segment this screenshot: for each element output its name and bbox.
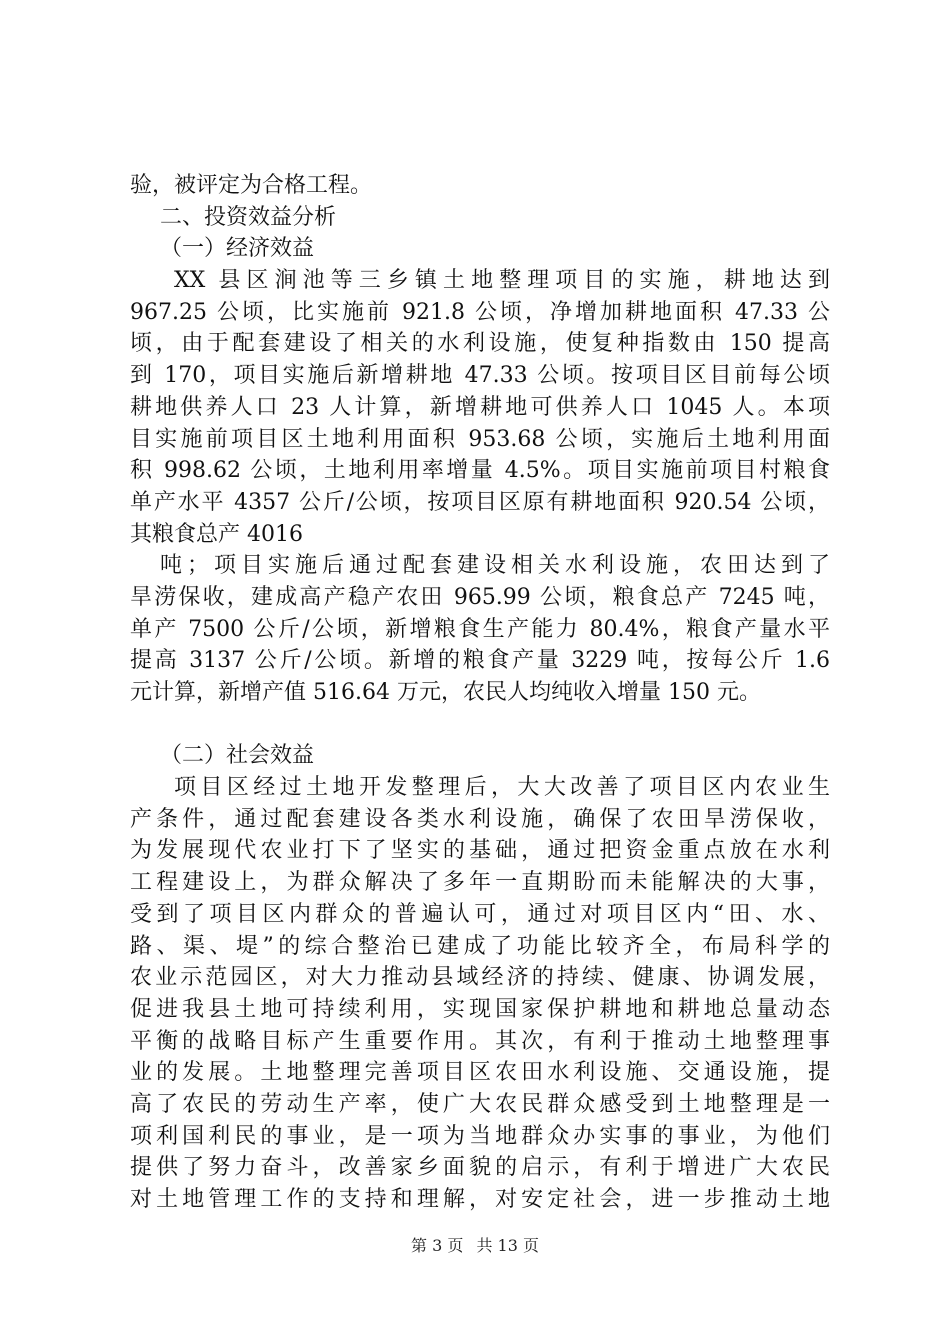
text-line: 到 170，项目实施后新增耕地 47.33 公顷。按项目区目前每公顷 <box>130 363 830 389</box>
subsection-heading: （二）社会效益 <box>160 743 315 769</box>
text-line: 提高 3137 公斤/公顷。新增的粮食产量 3229 吨，按每公斤 1.6 <box>130 648 830 674</box>
text-line: 项利国利民的事业，是一项为当地群众办实事的事业，为他们 <box>130 1123 830 1149</box>
text-line: XX 县区涧池等三乡镇土地整理项目的实施，耕地达到 <box>174 268 830 294</box>
text-line: 提供了努力奋斗，改善家乡面貌的启示，有利于增进广大农民 <box>130 1155 830 1181</box>
text-line: 单产 7500 公斤/公顷，新增粮食生产能力 80.4%，粮食产量水平 <box>130 616 830 642</box>
page-total: 共 13 页 <box>476 1236 539 1255</box>
document-body <box>130 170 830 1216</box>
text-line: 促进我县土地可持续利用，实现国家保护耕地和耕地总量动态 <box>130 996 830 1022</box>
text-line: 高了农民的劳动生产率，使广大农民群众感受到土地整理是一 <box>130 1091 830 1117</box>
text-line: 受到了项目区内群众的普遍认可，通过对项目区内“田、水、 <box>130 901 830 927</box>
text-line: 吨；项目实施后通过配套建设相关水利设施，农田达到了 <box>160 553 830 579</box>
text-line: 旱涝保收，建成高产稳产农田 965.99 公顷，粮食总产 7245 吨， <box>130 584 830 610</box>
page-footer <box>0 1236 950 1256</box>
text-line: 对土地管理工作的支持和理解，对安定社会，进一步推动土地 <box>130 1187 830 1212</box>
text-line: 产条件，通过配套建设各类水利设施，确保了农田旱涝保收， <box>130 806 830 832</box>
text-line: 目实施前项目区土地利用面积 953.68 公顷，实施后土地利用面 <box>130 426 830 452</box>
text-line: 为发展现代农业打下了坚实的基础，通过把资金重点放在水利 <box>130 838 830 864</box>
text-line: 工程建设上，为群众解决了多年一直期盼而未能解决的大事， <box>130 870 830 896</box>
section-heading: 二、投资效益分析 <box>160 204 337 230</box>
text-line: 农业示范园区，对大力推动县域经济的持续、健康、协调发展， <box>130 965 830 991</box>
text-line: 平衡的战略目标产生重要作用。其次，有利于推动土地整理事 <box>130 1028 830 1054</box>
text-line: 积 998.62 公顷，土地利用率增量 4.5%。项目实施前项目村粮食 <box>130 458 830 484</box>
text-line: 其粮食总产 4016 <box>130 521 303 547</box>
text-line: 耕地供养人口 23 人计算，新增耕地可供养人口 1045 人。本项 <box>130 394 830 420</box>
text-line: 业的发展。土地整理完善项目区农田水利设施、交通设施，提 <box>130 1060 830 1086</box>
paragraph-gap <box>130 709 830 741</box>
text-line: 验，被评定为合格工程。 <box>130 173 373 198</box>
text-line: 顷，由于配套建设了相关的水利设施，使复种指数由 150 提高 <box>130 331 830 357</box>
page-number: 第 3 页 <box>411 1236 464 1255</box>
subsection-heading: （一）经济效益 <box>160 236 315 262</box>
text-line: 967.25 公顷，比实施前 921.8 公顷，净增加耕地面积 47.33 公 <box>130 299 830 325</box>
text-line: 元计算，新增产值 516.64 万元，农民人均纯收入增量 150 元。 <box>130 680 761 705</box>
text-line: 项目区经过土地开发整理后，大大改善了项目区内农业生 <box>174 775 830 801</box>
text-line: 单产水平 4357 公斤/公顷，按项目区原有耕地面积 920.54 公顷， <box>130 489 830 515</box>
text-line: 路、渠、堤”的综合整治已建成了功能比较齐全，布局科学的 <box>130 933 830 959</box>
